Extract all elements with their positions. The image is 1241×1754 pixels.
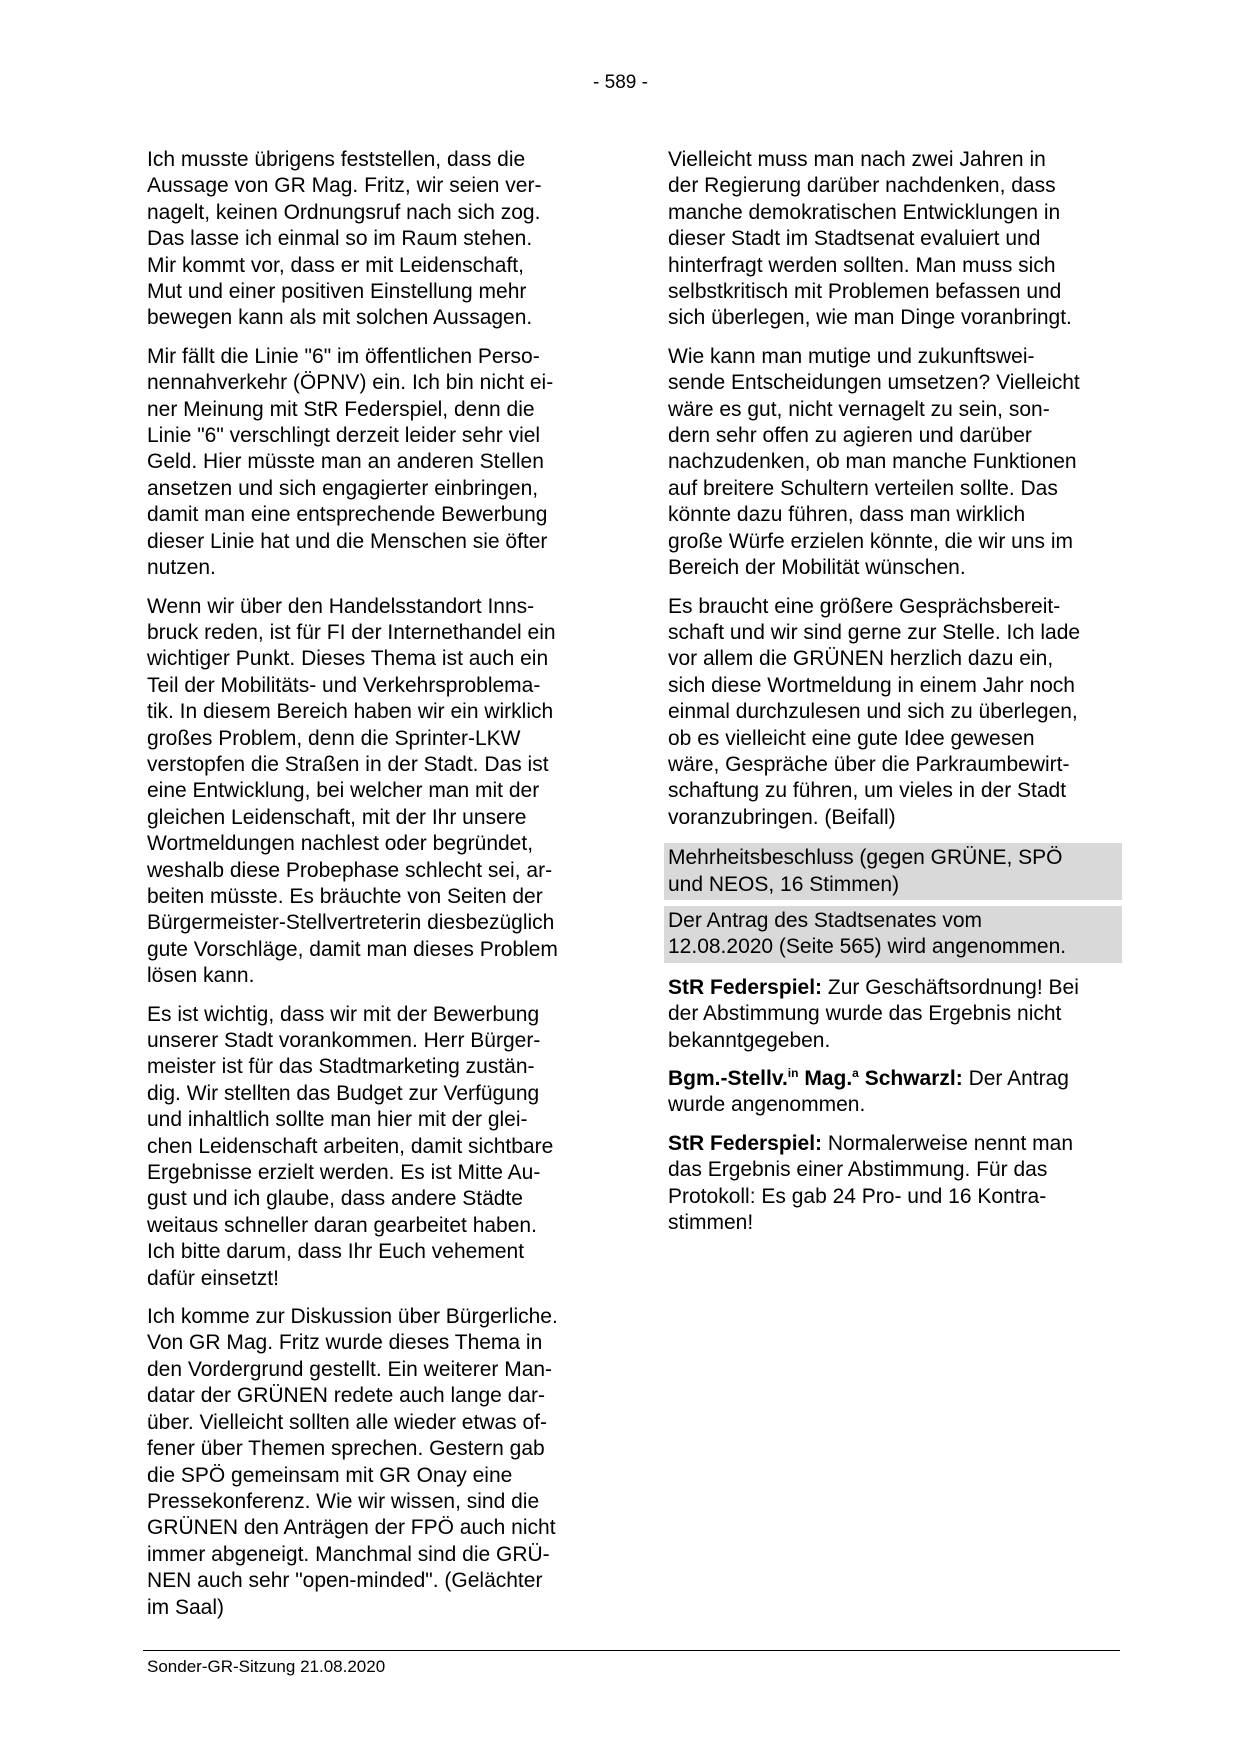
text-line: 12.08.2020 (Seite 565) wird angenommen. <box>668 935 1067 959</box>
text-line: wäre, Gespräche über die Parkraumbewirt- <box>668 752 1070 776</box>
text-line: bewegen kann als mit solchen Aussagen. <box>147 306 533 330</box>
text-line: nachzudenken, ob man manche Funktionen <box>668 450 1077 474</box>
left-column <box>147 147 598 1633</box>
motion-box <box>664 906 1122 963</box>
text-line: Ich bitte darum, dass Ihr Euch vehement <box>147 1240 525 1264</box>
footer-divider <box>143 1650 1120 1651</box>
text-line: könnte dazu führen, dass man wirklich <box>668 503 1026 527</box>
text-line: Das lasse ich einmal so im Raum stehen. <box>147 227 533 251</box>
text-line: und NEOS, 16 Stimmen) <box>668 872 900 896</box>
speech-text: Normalerweise nennt man <box>827 1131 1073 1155</box>
text-line: Mir kommt vor, dass er mit Leidenschaft, <box>147 253 524 277</box>
text-line: gute Vorschläge, damit man dieses Problem <box>147 937 558 961</box>
paragraph <box>147 1304 598 1621</box>
paragraph <box>147 1002 598 1292</box>
text-line <box>668 1131 1120 1157</box>
text-line: stimmen! <box>668 1211 754 1235</box>
text-line: meister ist für das Stadtmarketing zustän- <box>147 1055 535 1079</box>
text-line: über. Vielleicht sollten alle wieder etwas of- <box>147 1410 547 1434</box>
text-line: Von GR Mag. Fritz wurde dieses Thema in <box>147 1331 543 1355</box>
text-line: ner Meinung mit StR Federspiel, denn die <box>147 397 535 421</box>
text-line: dieser Linie hat und die Menschen sie öfter <box>147 529 548 553</box>
text-line: Linie "6" verschlingt derzeit leider sehr viel <box>147 424 541 448</box>
paragraph <box>668 147 1120 332</box>
text-line: sich diese Wortmeldung in einem Jahr noch <box>668 673 1075 697</box>
speaker-name <box>668 1067 963 1090</box>
text-line: gleichen Leidenschaft, mit der Ihr unsere <box>147 805 527 829</box>
text-line: Ergebnisse erzielt werden. Es ist Mitte Au- <box>147 1161 541 1185</box>
text-line: ansetzen und sich engagierter einbringen, <box>147 476 539 500</box>
speech-text: Der Antrag <box>968 1067 1069 1090</box>
text-line: der Regierung darüber nachdenken, dass <box>668 174 1056 198</box>
text-line: chen Leidenschaft arbeiten, damit sichtbare <box>147 1134 554 1158</box>
text-line: im Saal) <box>147 1595 225 1619</box>
text-line: dig. Wir stellten das Budget zur Verfügung <box>147 1081 540 1105</box>
text-line: Teil der Mobilitäts- und Verkehrsproblema- <box>147 673 541 697</box>
text-line: eine Entwicklung, bei welcher man mit der <box>147 779 540 803</box>
text-line: Es ist wichtig, dass wir mit der Bewerbung <box>147 1002 540 1026</box>
text-line <box>668 975 1120 1001</box>
text-line: dern sehr offen zu agieren und darüber <box>668 424 1032 448</box>
text-line: damit man eine entsprechende Bewerbung <box>147 503 548 527</box>
text-line: Bereich der Mobilität wünschen. <box>668 556 966 580</box>
paragraph <box>147 147 598 332</box>
text-line: sende Entscheidungen umsetzen? Vielleicht <box>668 371 1080 395</box>
page-number: - 589 - <box>593 72 648 93</box>
paragraph <box>668 344 1120 582</box>
text-line: nutzen. <box>147 556 216 580</box>
text-line: großes Problem, denn die Sprinter-LKW <box>147 726 521 750</box>
text-line: Ich komme zur Diskussion über Bürgerliche. <box>147 1305 558 1329</box>
text-line: Mehrheitsbeschluss (gegen GRÜNE, SPÖ <box>668 846 1063 870</box>
text-line: NEN auch sehr "open-minded". (Gelächter <box>147 1569 543 1593</box>
speaker-title: Bgm.-Stellv. <box>668 1067 788 1090</box>
speaker-name: StR Federspiel: <box>668 975 823 999</box>
text-line: manche demokratischen Entwicklungen in <box>668 200 1061 224</box>
text-line: unserer Stadt vorankommen. Herr Bürger- <box>147 1029 541 1052</box>
text-line <box>668 1066 1120 1092</box>
text-line: der Abstimmung wurde das Ergebnis nicht <box>668 1002 1062 1026</box>
text-line: lösen kann. <box>147 964 255 988</box>
text-line: Vielleicht muss man nach zwei Jahren in <box>668 148 1046 171</box>
text-line: selbstkritisch mit Problemen befassen und <box>668 280 1062 304</box>
paragraph <box>147 344 598 582</box>
text-line: Der Antrag des Stadtsenates vom <box>668 908 983 932</box>
text-line: weitaus schneller daran gearbeitet haben. <box>147 1213 537 1237</box>
text-line: und inhaltlich sollte man hier mit der glei- <box>147 1108 528 1132</box>
speaker-surname: Schwarzl: <box>864 1067 963 1090</box>
text-line: schaftung zu führen, um vieles in der Stadt <box>668 779 1067 803</box>
text-line: vor allem die GRÜNEN herzlich dazu ein, <box>668 647 1054 671</box>
text-line: sich überlegen, wie man Dinge voranbringt. <box>668 306 1072 330</box>
resolution-box <box>664 843 1122 900</box>
text-line: wäre es gut, nicht vernagelt zu sein, son- <box>668 397 1050 421</box>
text-line: weshalb diese Probephase schlecht sei, ar- <box>147 858 553 882</box>
speaker-title-sup: in <box>787 1066 799 1080</box>
paragraph <box>668 594 1120 832</box>
text-line: Ich musste übrigens feststellen, dass die <box>147 148 526 171</box>
text-line: einmal durchzulesen und sich zu überlegen, <box>668 700 1078 724</box>
text-line: ob es vielleicht eine gute Idee gewesen <box>668 726 1035 750</box>
text-line: wurde angenommen. <box>668 1093 866 1117</box>
text-line: bruck reden, ist für FI der Internethandel ein <box>147 620 556 644</box>
text-line: Geld. Hier müsste man an anderen Stellen <box>147 450 544 474</box>
text-line: große Würfe erzielen könnte, die wir uns im <box>668 529 1073 553</box>
text-line: bekanntgegeben. <box>668 1028 831 1052</box>
text-line: Wie kann man mutige und zukunftswei- <box>668 344 1035 368</box>
text-line: voranzubringen. (Beifall) <box>668 805 896 829</box>
text-line: Wortmeldungen nachlest oder begründet, <box>147 832 534 856</box>
text-line: Mut und einer positiven Einstellung mehr <box>147 280 527 304</box>
text-line: die SPÖ gemeinsam mit GR Onay eine <box>147 1463 513 1487</box>
text-line: Mir fällt die Linie "6" im öffentlichen Perso- <box>147 344 540 368</box>
speech-schwarzl <box>668 1066 1120 1119</box>
text-line: fener über Themen sprechen. Gestern gab <box>147 1437 545 1461</box>
text-line: Bürgermeister-Stellvertreterin diesbezüglich <box>147 911 555 935</box>
text-line: nennahverkehr (ÖPNV) ein. Ich bin nicht ei- <box>147 371 554 395</box>
footer-session-label: Sonder-GR-Sitzung 21.08.2020 <box>147 1657 386 1676</box>
text-line: schaft und wir sind gerne zur Stelle. Ich lade <box>668 620 1081 644</box>
text-line: Es braucht eine größere Gesprächsbereit- <box>668 594 1061 618</box>
text-line: Pressekonferenz. Wie wir wissen, sind die <box>147 1489 540 1513</box>
text-line: den Vordergrund gestellt. Ein weiterer Man- <box>147 1357 553 1381</box>
text-line: datar der GRÜNEN redete auch lange dar- <box>147 1384 546 1408</box>
speaker-name: StR Federspiel: <box>668 1131 823 1155</box>
speech-federspiel-2 <box>668 1131 1120 1237</box>
text-line: dieser Stadt im Stadtsenat evaluiert und <box>668 227 1041 251</box>
speaker-degree-sup: a <box>852 1066 859 1080</box>
text-line: GRÜNEN den Anträgen der FPÖ auch nicht <box>147 1516 556 1540</box>
text-line: das Ergebnis einer Abstimmung. Für das <box>668 1158 1048 1182</box>
text-line: gust und ich glaube, dass andere Städte <box>147 1187 523 1211</box>
speech-federspiel-1 <box>668 975 1120 1054</box>
text-line: verstopfen die Straßen in der Stadt. Das ist <box>147 752 549 776</box>
text-line: dafür einsetzt! <box>147 1266 279 1290</box>
speech-text: Zur Geschäftsordnung! Bei <box>827 975 1079 999</box>
text-line: Aussage von GR Mag. Fritz, wir seien ver- <box>147 174 542 198</box>
text-line: Protokoll: Es gab 24 Pro- und 16 Kontra- <box>668 1184 1047 1208</box>
text-line: immer abgeneigt. Manchmal sind die GRÜ- <box>147 1542 550 1566</box>
text-line: wichtiger Punkt. Dieses Thema ist auch ein <box>147 647 549 671</box>
speaker-degree: Mag. <box>804 1067 853 1090</box>
text-line: beiten müsste. Es bräuchte von Seiten der <box>147 884 543 908</box>
text-line: tik. In diesem Bereich haben wir ein wirklich <box>147 700 554 724</box>
text-line: auf breitere Schultern verteilen sollte. Das <box>668 476 1058 500</box>
text-line: nagelt, keinen Ordnungsruf nach sich zog. <box>147 200 541 224</box>
text-line: hinterfragt werden sollten. Man muss sich <box>668 253 1056 277</box>
paragraph <box>147 594 598 990</box>
text-line: Wenn wir über den Handelsstandort Inns- <box>147 594 535 618</box>
right-column <box>668 147 1120 1248</box>
